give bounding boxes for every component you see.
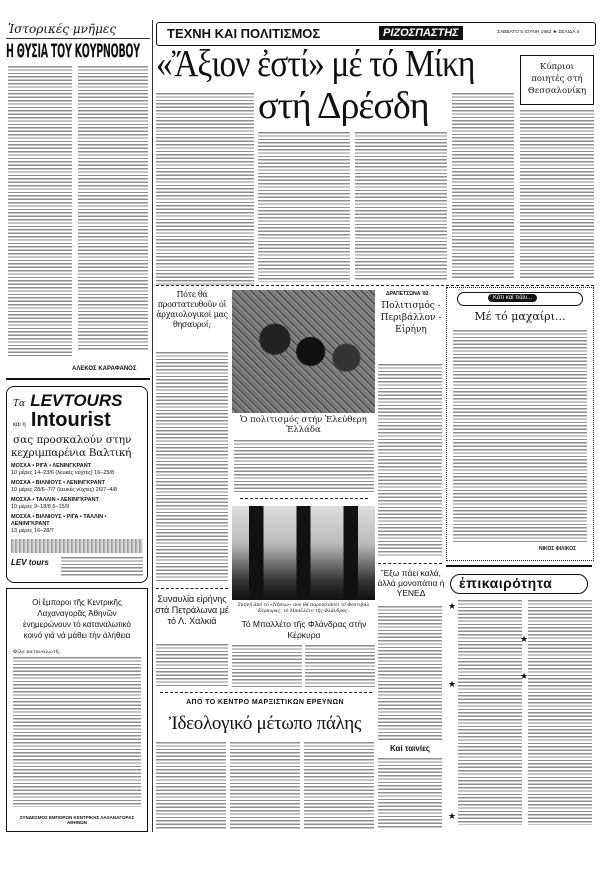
ad-logo: LEV tours [11,558,49,567]
photo-ballet [232,506,375,600]
tour-route: ΜΟΣΧΑ • ΤΑΛΛΙΝ • ΛΕΝΙΝΓΚΡΑΝΤ [11,497,99,503]
tour-route: ΜΟΣΧΑ • ΡΙΓΑ • ΛΕΝΙΝΓΚΡΑΝΤ [11,463,92,469]
article-body-text [520,110,594,280]
section-title: ΤΕΧΝΗ ΚΑΙ ΠΟΛΙΤΙΣΜΟΣ [167,26,321,41]
article-body-text [78,66,148,351]
box-cyprus-poets [520,55,594,105]
article-body-text [230,742,300,830]
section-divider [156,285,594,286]
article-body-text [378,606,442,740]
article-headline-concert: Συναυλία εἰρήνης στά Πετράλωνα μέ τό Λ. Χαλκιά [155,594,229,626]
news-label: ἐπικαιρότητα [459,575,553,591]
column-divider [152,20,153,832]
ad-tagline: κεχριμπαρένια Βαλτική [11,447,131,459]
news-body-text [458,600,522,825]
divider [156,588,228,589]
section-divider [160,692,372,693]
article-kicker: ΔΡΑΠΕΤΣΩΝΑ '82 [386,291,429,297]
article-body-text [452,93,514,278]
ad-tagline: σας προσκαλούν στην [13,434,132,446]
advertisement-levtours [6,386,148,583]
tour-route: ΜΟΣΧΑ • ΒΙΛΝΙΟΥΣ • ΡΙΓΑ • ΤΑΛΛΙΝ • ΛΕΝΙΝΓΚΡΑΝΤ [11,514,107,527]
main-headline-line2: στή Δρέσδη [258,85,429,127]
news-label-pill [450,574,588,594]
article-headline-yened: Ἔξω πάει καλά, ἀλλά μονοπάτια ἡ ΥΕΝΕΔ [377,568,445,598]
article-body-text [304,742,374,830]
column-label: Κάτι καί πάλι... [488,294,537,302]
column-box-border [446,287,594,561]
column-label-pill [457,292,583,306]
article-body-text [156,742,226,830]
article-headline-ballet: Τό Μπαλλέτο τῆς Φλάνδρας στήν Κέρκυρα [241,619,367,640]
article-body-text [258,132,350,282]
ad-partner: Intourist [30,409,111,431]
main-headline-line1: «Ἄξιον ἐστί» μέ τό Μίκη [156,43,475,85]
star-bullet-icon: ★ [448,680,457,690]
column-title: Μέ τό μαχαίρι... [474,310,566,323]
article-body-text [156,352,228,583]
ad-merchants-title: Οἱ ἔμποροι τῆς Κεντρικῆς Λαχαναγορᾶς Ἀθηνῶν ἐνημερώνουν τό καταναλωτικό κοινό γιά νά μάθει τήν ἀλήθεια [23,598,131,640]
tour-dates: 10 μέρες 14–23/6 (λευκές νύχτες) 16–25/8 [11,470,115,476]
article-body-text [378,758,442,829]
ad-and: και η [13,422,26,428]
divider [6,378,150,380]
ad-illustration-city [11,539,143,553]
article-body-text [378,364,442,558]
star-bullet-icon: ★ [520,672,529,682]
tour-dates: 10 μέρες 9–18/8 6–15/9 [11,504,70,510]
article-body-text [8,66,72,356]
ad-salutation: Φίλε καταναλωτή, [13,649,61,655]
tour-route: ΜΟΣΧΑ • ΒΙΛΝΙΟΥΣ • ΛΕΝΙΝΓΚΡΑΝΤ [11,480,105,486]
section-kicker: Ἱστορικές μνῆμες [8,22,117,36]
article-headline-films: Καί ταινίες [389,744,431,753]
newspaper-logo: ΡΙΖΟΣΠΑΣΤΗΣ [379,26,463,40]
article-body-text [234,440,374,492]
article-body-text [156,644,228,686]
tour-dates: 13 μέρες 16–28/7 [11,528,54,534]
article-body-text [305,645,375,687]
article-headline-drapetsona: Πολιτισμός - Περιβάλλον - Εἰρήνη [380,301,442,335]
article-headline-kournovo: Η ΘΥΣΙΑ ΤΟΥ ΚΟΥΡΝΟΒΟΥ [6,40,140,62]
column-body-text [453,330,587,542]
ad-brand-prefix: Τα [13,399,26,409]
advertisement-merchants [6,588,148,832]
ad-brand: LEVTOURS [30,391,123,410]
divider [378,563,442,564]
photo-performers [232,290,375,413]
article-kicker-marxist: ΑΠΟ ΤΟ ΚΕΝΤΡΟ ΜΑΡΞΙΣΤΙΚΩΝ ΕΡΕΥΝΩΝ [186,699,344,706]
star-bullet-icon: ★ [448,602,457,612]
tour-dates: 10 μέρες 28/6–7/7 (λευκές νύχτες) 26/7–4/8 [11,487,118,493]
news-body-text [528,600,592,825]
article-body-text [232,645,302,687]
divider [6,38,150,39]
star-bullet-icon: ★ [520,635,529,645]
column-byline: ΝΙΚΟΣ ΦΙΛΙΚΟΣ [539,546,577,552]
article-body-text [355,132,447,280]
dateline: ΣΑΒΒΑΤΟ 5 ΙΟΥΝΗ 1982 ★ ΣΕΛΙΔΑ 4 [497,30,580,35]
ad-signature: ΣΥΝΔΕΣΜΟΣ ΕΜΠΟΡΩΝ ΚΕΝΤΡΙΚΗΣ ΛΑΧΑΝΑΓΟΡΑΣ ΑΘΗΝΩΝ [19,815,135,825]
byline: ΑΛΕΚΟΣ ΚΑΡΑΦΑΝΟΣ [72,366,137,372]
article-headline-archaeology: Πότε θά προστατευθοῦν οἱ ἀρχαιολογικοί μας θησαυροί; [156,290,228,329]
star-bullet-icon: ★ [448,812,457,822]
photo2-caption: Σκηνή ἀπό τό «Νήσων» πού θά παρουσιάσει τό Φεστιβάλ Κέρκυρας, τό Μπαλλέτο τῆς Φλάνδρας. [237,603,370,614]
article-body-text [156,93,254,285]
ad-address-text [61,557,143,577]
divider [240,498,368,499]
box-cyprus-title: Κύπριοι ποιητές στή Θεσσαλονίκη [527,62,587,96]
divider [446,565,592,567]
ad-body-text [13,657,141,807]
article-headline-marxist: Ἰδεολογικό μέτωπο πάλης [168,713,362,734]
photo1-caption: Ὁ πολιτισμός στήν Ἐλεύθερη Ἑλλάδα [240,415,367,435]
